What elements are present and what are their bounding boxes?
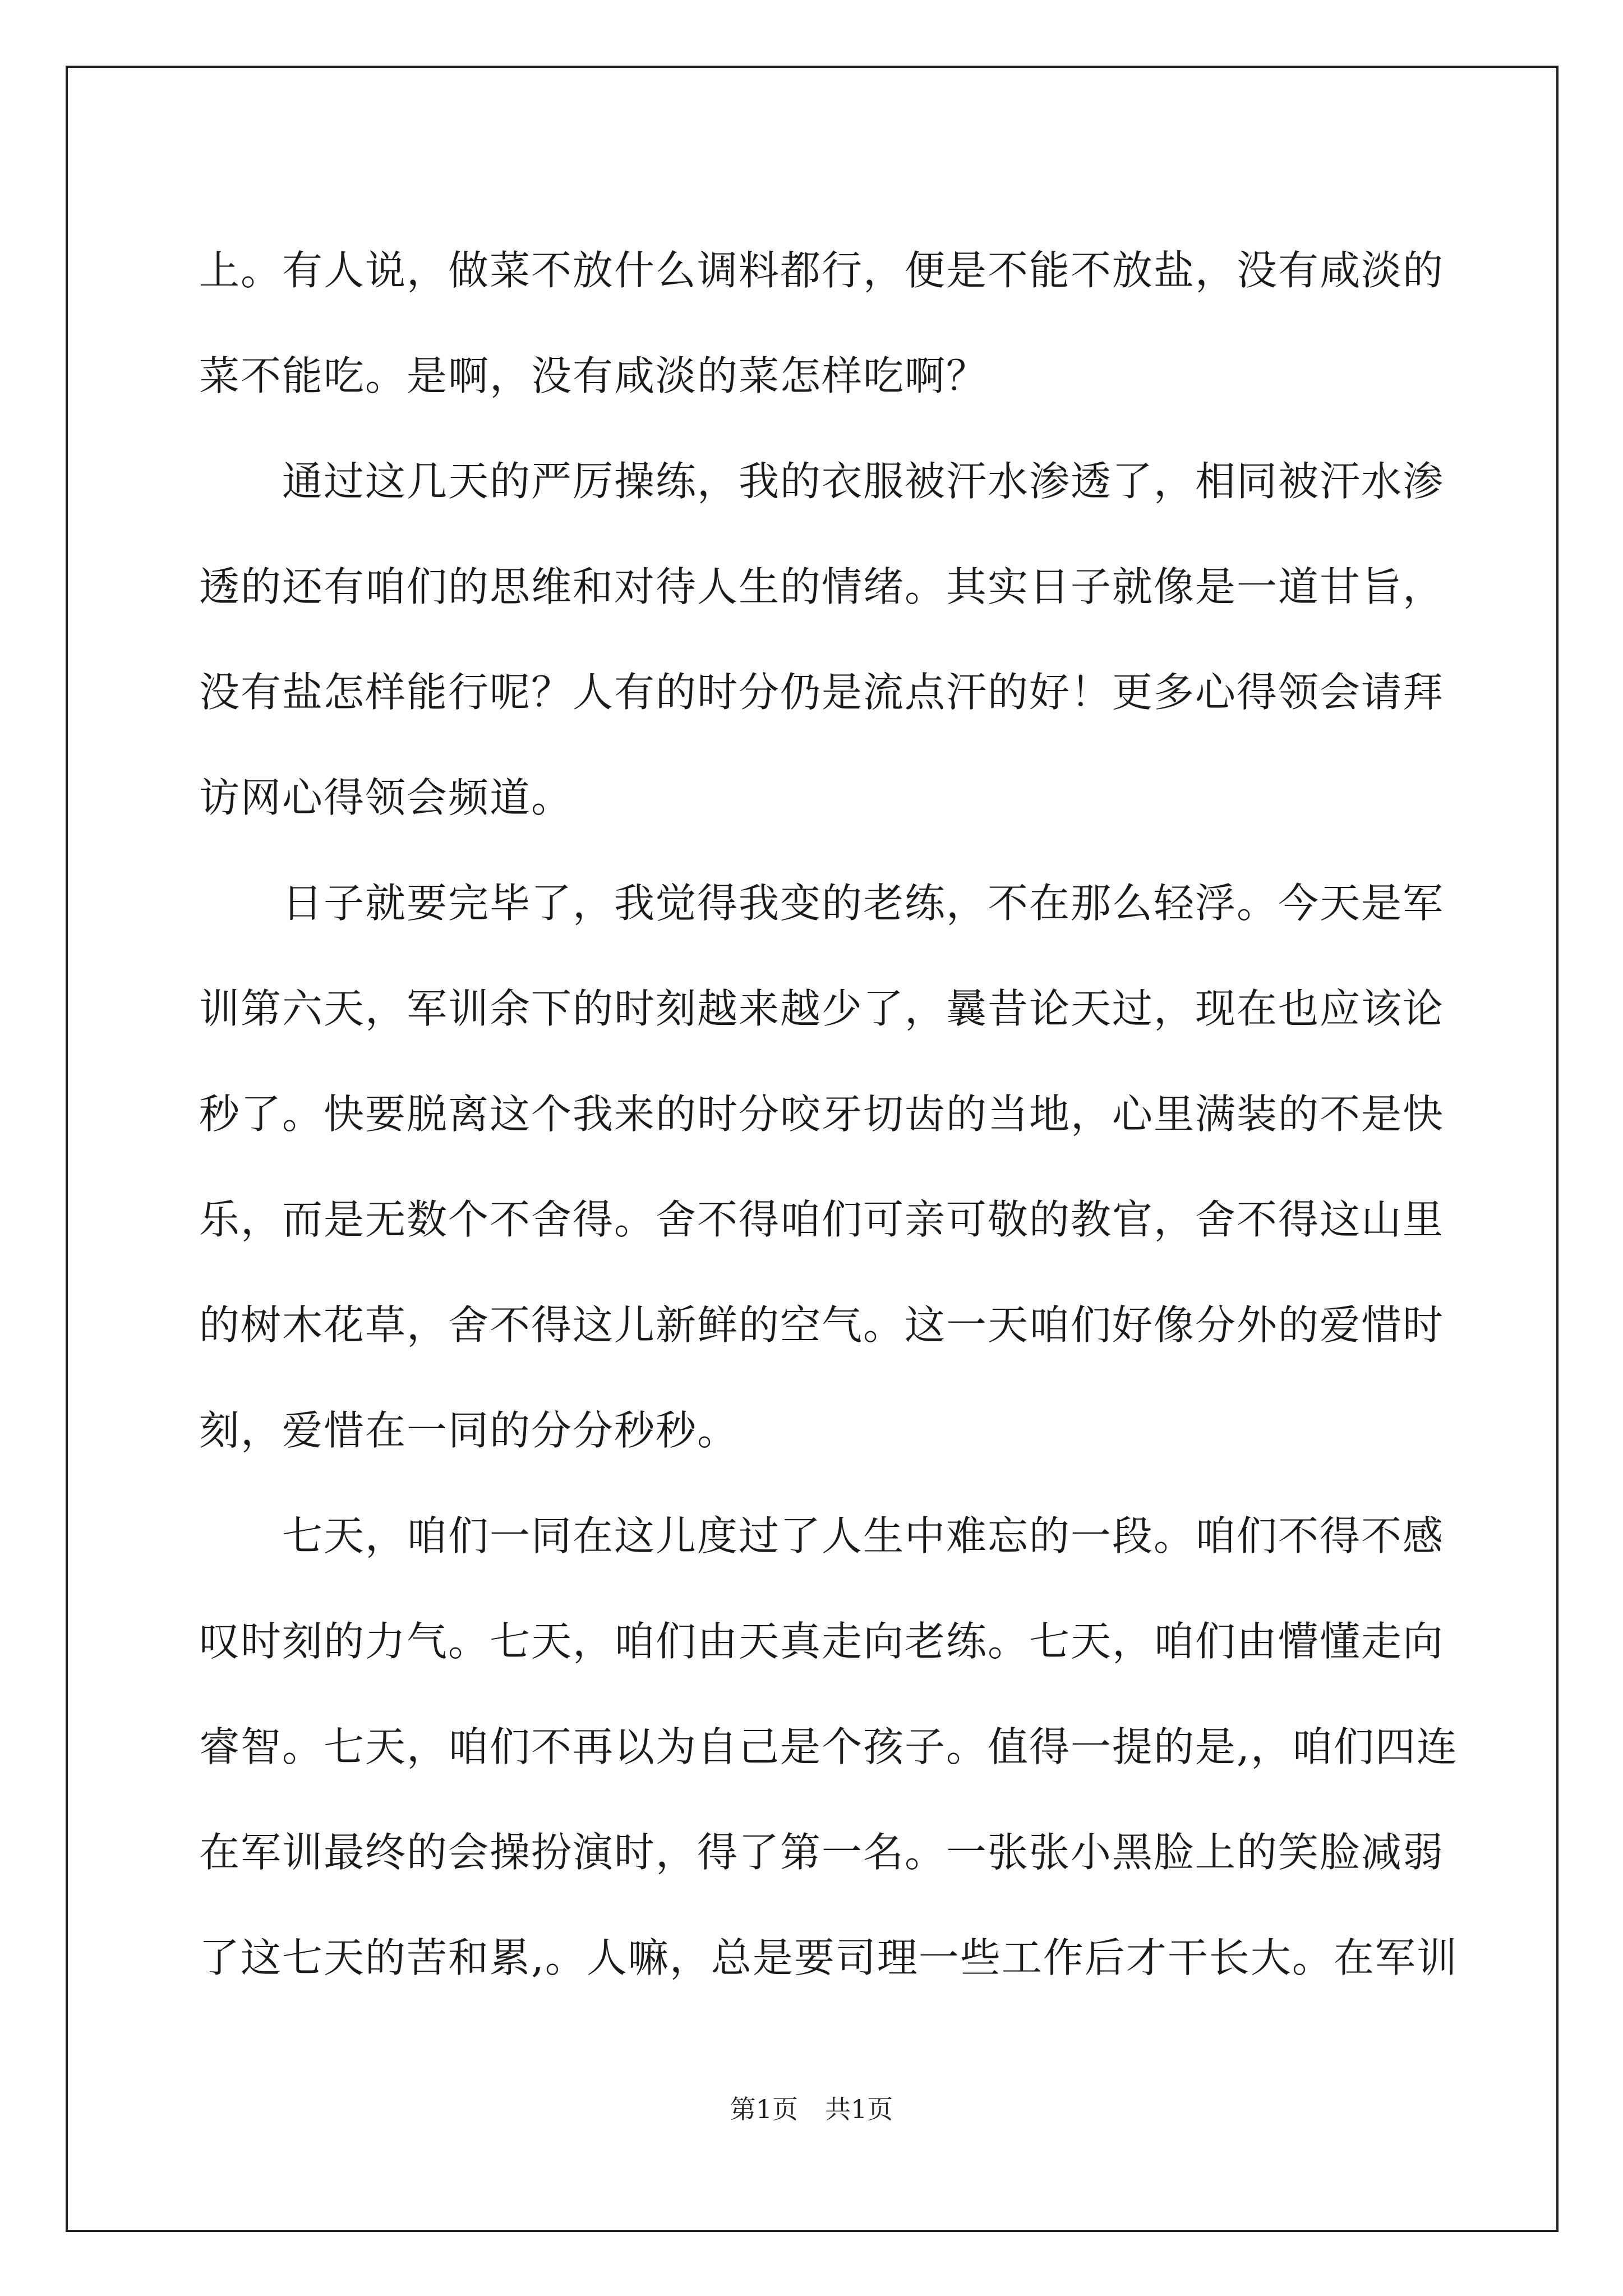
text-line: 上。有人说，做菜不放什么调料都行，便是不能不放盐，没有咸淡的: [199, 247, 1445, 294]
text-line: 菜不能吃。是啊，没有咸淡的菜怎样吃啊？: [199, 352, 988, 399]
text-line: 叹时刻的力气。七天，咱们由天真走向老练。七天，咱们由懵懂走向: [199, 1618, 1445, 1665]
text-line: 乐，而是无数个不舍得。舍不得咱们可亲可敬的教官，舍不得这山里: [199, 1196, 1445, 1243]
page-footer: [0, 2092, 1623, 2126]
text-line: 训第六天，军训余下的时刻越来越少了，曩昔论天过，现在也应该论: [199, 985, 1445, 1032]
text-line: 七天，咱们一同在这儿度过了人生中难忘的一段。咱们不得不感: [199, 1512, 1445, 1559]
text-line: 通过这几天的严厉操练，我的衣服被汗水渗透了，相同被汗水渗: [199, 458, 1445, 505]
page-count: 共1页: [825, 2094, 893, 2124]
text-line: 了这七天的苦和累,。人嘛，总是要司理一些工作后才干长大。在军训: [199, 1934, 1458, 1981]
text-line: 访网心得领会频道。: [199, 774, 573, 821]
text-line: 没有盐怎样能行呢？人有的时分仍是流点汗的好！更多心得领会请拜: [199, 669, 1445, 716]
text-line: 睿智。七天，咱们不再以为自己是个孩子。值得一提的是,，咱们四连: [199, 1723, 1458, 1770]
document-body: [199, 218, 1458, 2010]
text-line: 秒了。快要脱离这个我来的时分咬牙切齿的当地，心里满装的不是快: [199, 1091, 1445, 1138]
page-number: 第1页: [730, 2094, 798, 2124]
text-line: 的树木花草，舍不得这儿新鲜的空气。这一天咱们好像分外的爱惜时: [199, 1301, 1445, 1349]
text-line: 透的还有咱们的思维和对待人生的情绪。其实日子就像是一道甘旨，: [199, 563, 1445, 610]
text-line: 日子就要完毕了，我觉得我变的老练，不在那么轻浮。今天是军: [199, 880, 1445, 927]
text-line: 在军训最终的会操扮演时，得了第一名。一张张小黑脸上的笑脸减弱: [199, 1829, 1445, 1876]
text-line: 刻，爱惜在一同的分分秒秒。: [199, 1407, 739, 1454]
